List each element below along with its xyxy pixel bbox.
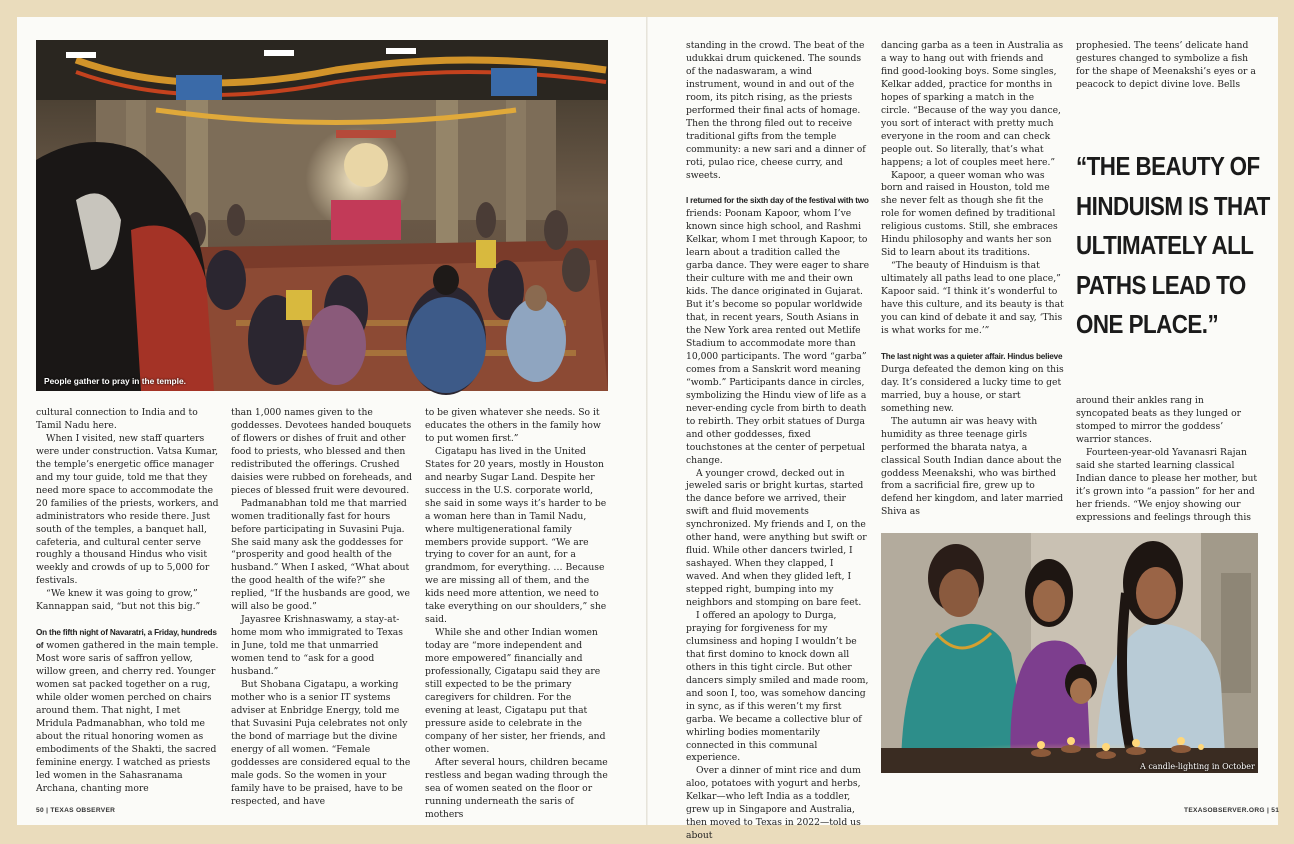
right-folio: TEXASOBSERVER.ORG | 51 <box>1184 807 1280 814</box>
paragraph: I offered an apology to Durga, praying for forgiveness for my clumsiness and hoping I wouldn’t be that first domino to knock down all others in this tight circle. But other dancers simply smiled and made room, and soon I, too, was somehow dancing in sync, as if this weren’t my first garba. We became a collective blur of whirling bodies momentarily connected in this communal experience. <box>686 609 869 764</box>
right-column-3-bottom <box>1076 395 1259 523</box>
left-column-2 <box>231 407 414 807</box>
paragraph: standing in the crowd. The beat of the udukkai drum quickened. The sounds of the nadaswaram, a wind instrument, wound in and out of the room, its pitch rising, as the priests performed their final acts of homage. Then the throng filed out to receive traditional gifts from the temple community: a new sari and a dinner of roti, pulao rice, cheese curry, and sweets. <box>686 40 866 181</box>
left-column-1 <box>36 407 219 794</box>
paragraph: Kapoor, a queer woman who was born and raised in Houston, told me she never felt as though she fit the role for women defined by traditional religious customs. Still, she embraces Hindu philosophy and wants her son Sid to learn about its traditions. <box>881 169 1058 259</box>
paragraph: I returned for the sixth day of the festival with two friends: Poonam Kapoor, whom I’ve known since high school, and Rashmi Kelkar, whom I met through Kapoor, to learn about a tradition called the garba dance. They were eager to share their culture with me and their own kids. The dance originated in Gujarat. But it’s become so popular worldwide that, in recent years, South Asians in the New York area rented out Metlife Stadium to accommodate more than 10,000 participants. The word “garba” comes from a Sanskrit word meaning “womb.” Participants dance in circles, symbolizing the Hindu view of life as a never-ending cycle from birth to death to rebirth. They orbit statues of Durga and other goddesses, fixed touchstones at the center of perpetual change. <box>686 196 870 466</box>
paragraph: to be given whatever she needs. So it educates the others in the family how to put women first.” <box>425 407 601 444</box>
right-column-3-top <box>1076 40 1259 92</box>
temple-photo <box>36 40 608 391</box>
right-column-2 <box>881 40 1064 518</box>
lead-in: On the fifth night of Navaratri, a Friday, hundreds of <box>36 628 217 651</box>
paragraph: Cigatapu has lived in the United States for 20 years, mostly in Houston and nearby Sugar Land. Despite her success in the U.S. corporate world, she said in some ways it’s harder to be a woman here than in Tamil Nadu, where multigenerational family members provide support. “We are trying to cover for an aunt, for a grandmom, for everything. … Because we are missing all of them, and the kids need more attention, we need to take everything on our shoulders,” she said. <box>425 445 607 626</box>
paragraph: While she and other Indian women today are “more independent and more empowered” financially and professionally, Cigatapu said they are still expected to be the primary caregivers for children. For the evening at least, Cigatapu put that pressure aside to celebrate in the company of her sister, her friends, and other women. <box>425 627 606 755</box>
paragraph: than 1,000 names given to the goddesses. Devotees handed bouquets of flowers or dishes of fruit and other food to priests, who blessed and then redistributed the offerings. Crushed daisies were rubbed on foreheads, and pieces of blessed fruit were devoured. <box>231 407 413 496</box>
left-column-3 <box>425 407 608 820</box>
paragraph: A younger crowd, decked out in jeweled saris or bright kurtas, started the dance before we arrived, their swift and fluid movements synchronized. My friends and I, on the other hand, were anything but swift or fluid. While other dancers twirled, I sashayed. When they clapped, I waved. And when they glided left, I stepped right, bumping into my neighbors and stomping on bare feet. <box>686 467 867 609</box>
right-column-1 <box>686 40 870 842</box>
paragraph: Fourteen-year-old Yavanasri Rajan said she started learning classical Indian dance to please her mother, but it’s grown into “a passion” for her and her friends. “We enjoy showing our expressions and feelings through this <box>1076 446 1258 523</box>
paragraph: around their ankles rang in syncopated beats as they lunged or stomped to mirror the goddess’ warrior stances. <box>1076 395 1241 445</box>
lead-in: I returned for the sixth day of the festival with two <box>686 196 869 206</box>
photo-caption: A candle-lighting in October <box>1140 762 1255 771</box>
paragraph: The last night was a quieter affair. Hindus believe Durga defeated the demon king on this day. It’s considered a lucky time to get married, buy a house, or start something new. <box>881 351 1064 414</box>
paragraph: “We knew it was going to grow,” Kannappan said, “but not this big.” <box>36 588 201 613</box>
candle-lighting-photo <box>881 533 1258 773</box>
photo-caption: People gather to pray in the temple. <box>44 376 186 386</box>
paragraph: “The beauty of Hinduism is that ultimately all paths lead to one place,” Kapoor said. “I think it’s wonderful to have this culture, and its beauty is that you can kind of debate it and say, ‘This is what works for me.’” <box>881 260 1064 336</box>
paragraph: But Shobana Cigatapu, a working mother who is a senior IT systems adviser at Enbridge Energy, told me that Suvasini Puja celebrates not only the bond of marriage but the divine energy of all women. “Female goddesses are considered equal to the male gods. So the women in your family have to be praised, have to be respected, and have <box>231 679 411 807</box>
paragraph: When I visited, new staff quarters were under construction. Vatsa Kumar, the temple’s energetic office manager and my tour guide, told me that they need more space to accommodate the 20 families of the priests, workers, and administrators who reside there. Just south of the temples, a banquet hall, cafeteria, and cultural center serve roughly a thousand Hindus who visit weekly and crowds of up to 5,000 for festivals. <box>36 432 219 587</box>
left-folio: 50 | TEXAS OBSERVER <box>36 807 116 814</box>
pull-quote: “THE BEAUTY OF HINDUISM IS THAT ULTIMATELY ALL PATHS LEAD TO ONE PLACE.” <box>1076 151 1270 339</box>
page-gutter <box>646 17 648 825</box>
paragraph: Padmanabhan told me that married women traditionally fast for hours before participating in Suvasini Puja. She said many ask the goddesses for “prosperity and good health of the husband.” When I asked, “What about the good health of the wife?” she replied, “If the husbands are good, we will also be good.” <box>231 497 410 613</box>
paragraph: Jayasree Krishnaswamy, a stay-at-home mom who immigrated to Texas in June, told me that unmarried women tend to “ask for a good husband.” <box>231 614 403 678</box>
paragraph: dancing garba as a teen in Australia as a way to hang out with friends and find good-looking boys. Some singles, Kelkar added, practice for months in hopes of sparking a match in the circle. “Because of the way you dance, you sort of interact with pretty much everyone in the room and can check people out. So literally, that’s what happens; a lot of couples meet here.” <box>881 40 1064 168</box>
paragraph: Over a dinner of mint rice and dum aloo, potatoes with yogurt and herbs, Kelkar—who left India as a toddler, grew up in Singapore and Australia, then moved to Texas in 2022—told us about <box>686 765 861 842</box>
lead-in: The last night was a quieter affair. Hindus believe <box>881 351 1063 361</box>
paragraph: On the fifth night of Navaratri, a Friday, hundreds of women gathered in the main temple. Most wore saris of saffron yellow, willow green, and cherry red. Younger women sat packed together on a rug, while older women perched on chairs around them. That night, I met Mridula Padmanabhan, who told me about the ritual honoring women as embodiments of the Shakti, the sacred feminine energy. I watched as priests led women in the Sahasranama Archana, chanting more <box>36 628 219 794</box>
paragraph: The autumn air was heavy with humidity as three teenage girls performed the bharata natya, a classical South Indian dance about the goddess Meenakshi, who was birthed from a sacrificial fire, grew up to defend her kingdom, and later married Shiva as <box>881 415 1064 518</box>
paragraph: cultural connection to India and to Tamil Nadu here. <box>36 407 198 431</box>
paragraph: After several hours, children became restless and began wading through the sea of women seated on the floor or running underneath the saris of mothers <box>425 756 608 820</box>
paragraph: prophesied. The teens’ delicate hand gestures changed to symbolize a fish for the shape of Meenakshi’s eyes or a peacock to depict divine love. Bells <box>1076 40 1256 90</box>
